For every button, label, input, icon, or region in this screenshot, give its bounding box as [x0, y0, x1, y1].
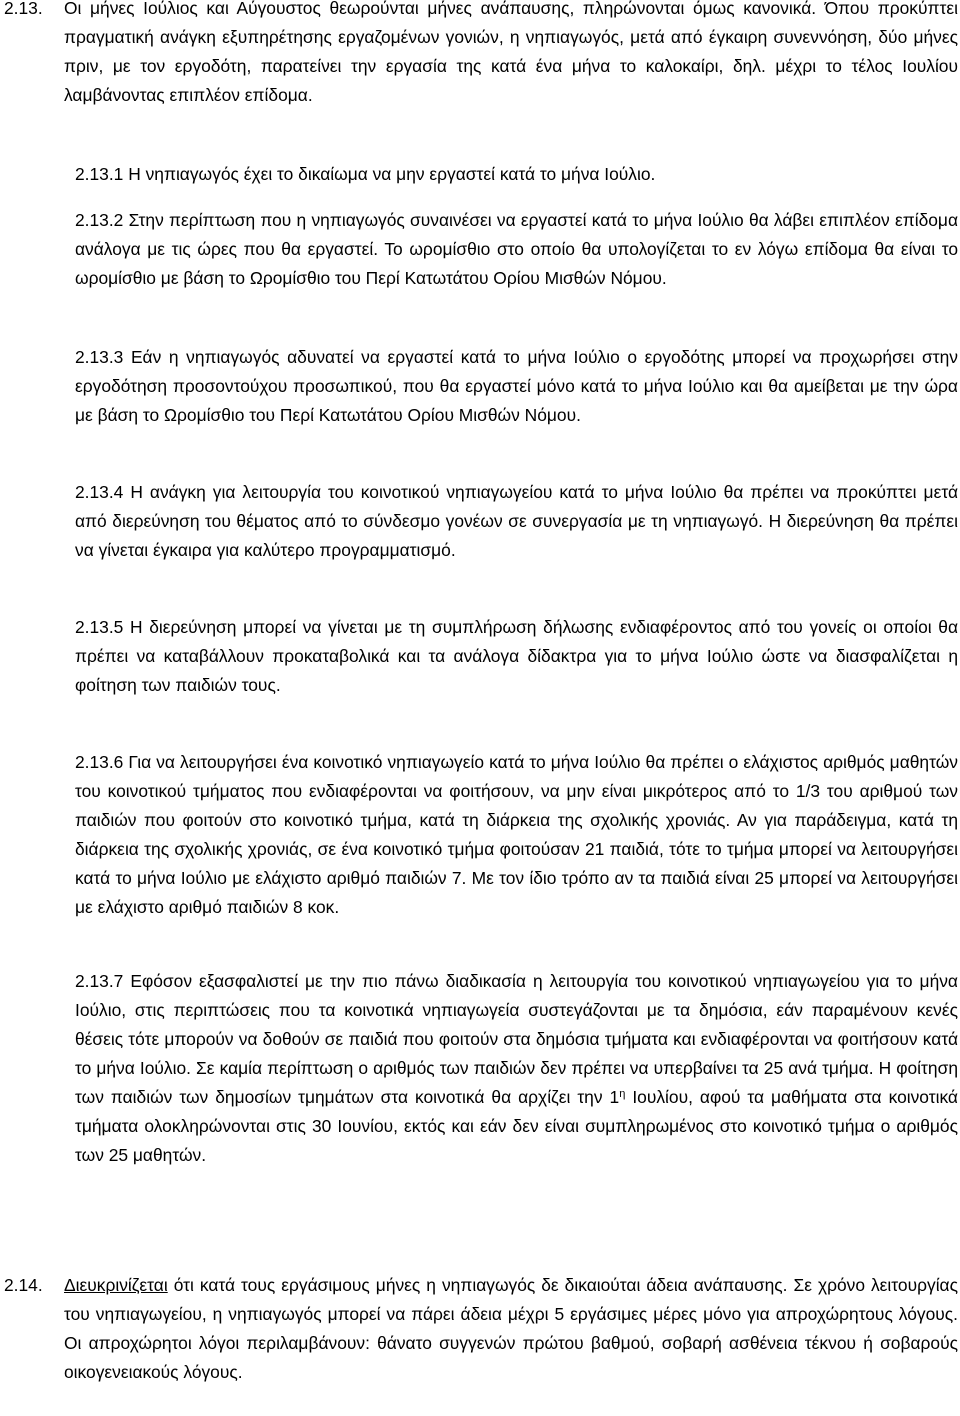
subsection-paragraph: [75, 160, 958, 189]
subsection-text: Στην περίπτωση που η νηπιαγωγός συναινέσει να εργαστεί κατά το μήνα Ιούλιο θα λάβει επιπλέον επίδομα ανάλογα με τις ώρες που θα εργαστεί. Το ωρομίσθιο στο οποίο θα υπολογίζεται το εν λόγω επίδομα θα είναι το ωρομίσθιο με βάση το Ωρομίσθιο του Περί Κατωτάτου Ορίου Μισθών Νόμου.: [75, 210, 958, 288]
subsection-paragraph: [75, 967, 958, 1170]
subsection-paragraph: [75, 748, 958, 922]
subsection-2-13-2: [75, 206, 958, 293]
subsection-2-13-1: [75, 160, 958, 189]
subsection-2-13-6: [75, 748, 958, 922]
section-number: 2.13.: [4, 0, 43, 18]
subsection-paragraph: [75, 206, 958, 293]
section-number: 2.14.: [4, 1275, 43, 1295]
subsection-2-13-7: [75, 967, 958, 1170]
section-text: Οι μήνες Ιούλιος και Αύγουστος θεωρούνται μήνες ανάπαυσης, πληρώνονται όμως κανονικά. Όπου προκύπτει πραγματική ανάγκη εξυπηρέτησης εργαζομένων γονιών, η νηπιαγωγός, μετά από έγκαιρη συνεννόηση, δύο μήνες πριν, με τον εργοδότη, παρατείνει την εργασία της κατά ένα μήνα το καλοκαίρι, δηλ. μέχρι το τέλος Ιουλίου λαμβάνοντας επιπλέον επίδομα.: [64, 0, 958, 105]
subsection-number: 2.13.6: [75, 752, 124, 772]
section-text-underlined: Διευκρινίζεται: [64, 1275, 168, 1295]
subsection-number: 2.13.2: [75, 210, 124, 230]
section-text-paragraph: [64, 1271, 958, 1387]
subsection-2-13-5: [75, 613, 958, 700]
subsection-number: 2.13.7: [75, 971, 124, 991]
subsection-text-continued: Ιουλίου, αφού τα μαθήματα στα κοινοτικά τμήματα ολοκληρώνονται στις 30 Ιουνίου, εκτός και εάν δεν είναι συμπληρωμένος στο κοινοτικό τμήμα ο αριθμός των 25 μαθητών.: [75, 1087, 958, 1165]
subsection-paragraph: [75, 478, 958, 565]
subsection-number: 2.13.3: [75, 347, 124, 367]
subsection-2-13-4: [75, 478, 958, 565]
subsection-text: Η νηπιαγωγός έχει το δικαίωμα να μην εργαστεί κατά το μήνα Ιούλιο.: [123, 164, 656, 184]
subsection-number: 2.13.4: [75, 482, 124, 502]
subsection-number: 2.13.1: [75, 164, 124, 184]
section-text: ότι κατά τους εργάσιμους μήνες η νηπιαγωγός δε δικαιούται άδεια ανάπαυσης. Σε χρόνο λειτουργίας του νηπιαγωγείου, η νηπιαγωγός μπορεί να πάρει άδεια μέχρι 5 εργάσιμες μέρες μόνο για απροχώρητους λόγους. Οι απροχώρητοι λόγοι περιλαμβάνουν: θάνατο συγγενών πρώτου βαθμού, σοβαρή ασθένεια τέκνου ή σοβαρούς οικογενειακούς λόγους.: [64, 1275, 958, 1382]
subsection-text: Η ανάγκη για λειτουργία του κοινοτικού νηπιαγωγείου κατά το μήνα Ιούλιο θα πρέπει να προκύπτει μετά από διερεύνηση του θέματος από το σύνδεσμο γονέων σε συνεργασία με τη νηπιαγωγό. Η διερεύνηση θα πρέπει να γίνεται έγκαιρα για καλύτερο προγραμματισμό.: [75, 482, 958, 560]
superscript: η: [619, 1088, 626, 1100]
subsection-text: Εφόσον εξασφαλιστεί με την πιο πάνω διαδικασία η λειτουργία του κοινοτικού νηπιαγωγείου για το μήνα Ιούλιο, στις περιπτώσεις που τα κοινοτικά νηπιαγωγεία συστεγάζονται με τα δημόσια, εάν παραμένουν κενές θέσεις τότε μπορούν να δοθούν σε παιδιά που φοιτούν στα δημόσια τμήματα και ενδιαφέρονται να φοιτήσουν κατά το μήνα Ιούλιο. Σε καμία περίπτωση ο αριθμός των παιδιών δεν πρέπει να υπερβαίνει τα 25 ανά τμήμα. Η φοίτηση των παιδιών των δημοσίων τμημάτων στα κοινοτικά θα αρχίζει την 1: [75, 971, 958, 1107]
subsection-text: Εάν η νηπιαγωγός αδυνατεί να εργαστεί κατά το μήνα Ιούλιο ο εργοδότης μπορεί να προχωρήσει στην εργοδότηση προσοντούχου προσωπικού, που θα εργαστεί μόνο κατά το μήνα Ιούλιο και θα αμείβεται με την ώρα με βάση το Ωρομίσθιο του Περί Κατωτάτου Ορίου Μισθών Νόμου.: [75, 347, 958, 425]
subsection-paragraph: [75, 613, 958, 700]
subsection-text: Η διερεύνηση μπορεί να γίνεται με τη συμπλήρωση δήλωσης ενδιαφέροντος από του γονείς οι οποίοι θα πρέπει να καταβάλλουν προκαταβολικά και τα ανάλογα δίδακτρα για το μήνα Ιούλιο ώστε να διασφαλίζεται η φοίτηση των παιδιών τους.: [75, 617, 958, 695]
subsection-number: 2.13.5: [75, 617, 124, 637]
subsection-text: Για να λειτουργήσει ένα κοινοτικό νηπιαγωγείο κατά το μήνα Ιούλιο θα πρέπει ο ελάχιστος αριθμός μαθητών του κοινοτικού τμήματος που ενδιαφέρονται να φοιτήσουν, να μην είναι μικρότερος από το 1/3 του αριθμού των παιδιών που φοιτούν στο κοινοτικό τμήμα, κατά τη διάρκεια της σχολικής χρονιάς. Αν για παράδειγμα, κατά τη διάρκεια της σχολικής χρονιάς, σε ένα κοινοτικό τμήμα φοιτούσαν 21 παιδιά, τότε το τμήμα μπορεί να λειτουργήσει κατά το μήνα Ιούλιο με ελάχιστο αριθμό παιδιών 7. Με τον ίδιο τρόπο αν τα παιδιά είναι 25 μπορεί να λειτουργήσει με ελάχιστο αριθμό παιδιών 8 κοκ.: [75, 752, 958, 917]
subsection-2-13-3: [75, 343, 958, 430]
subsection-paragraph: [75, 343, 958, 430]
